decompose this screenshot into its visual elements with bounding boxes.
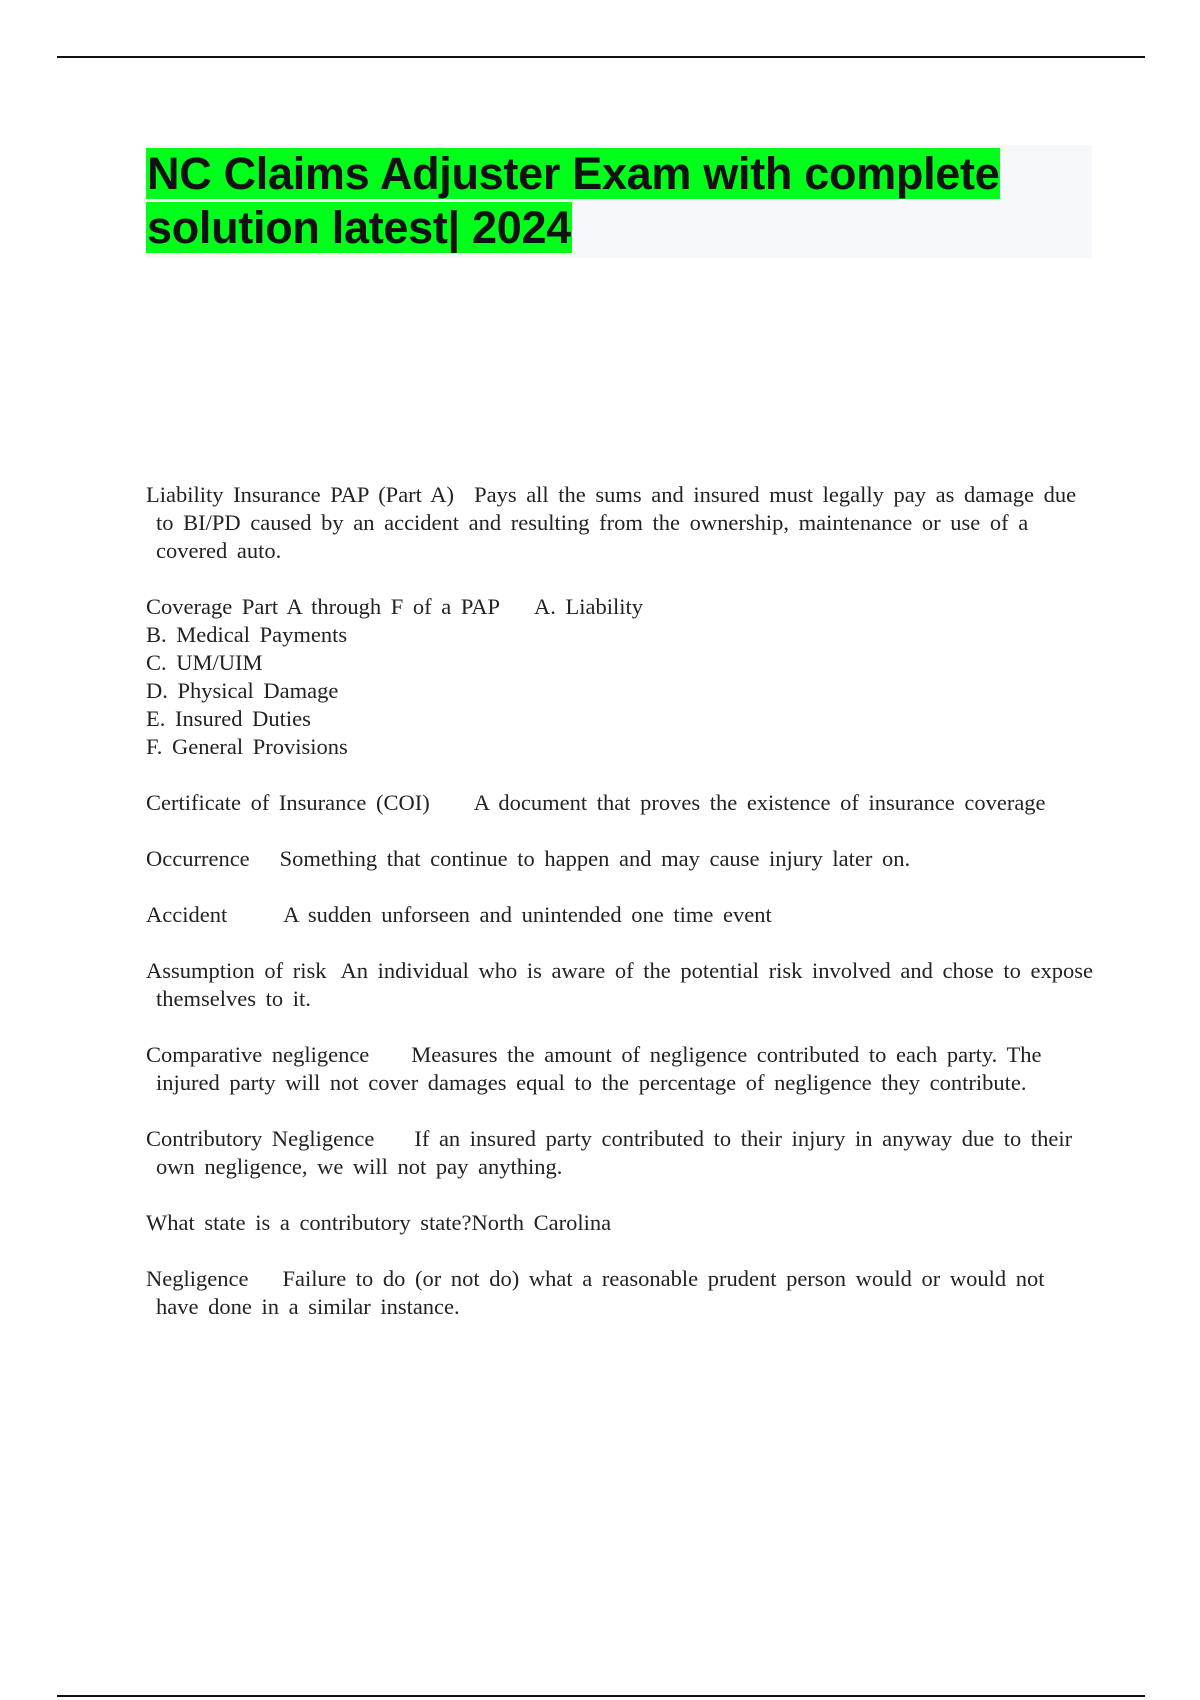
- qa-definition-line: E. Insured Duties: [146, 706, 311, 731]
- qa-definition-line: B. Medical Payments: [146, 622, 348, 647]
- qa-term: Negligence: [146, 1266, 249, 1291]
- qa-definition: A sudden unforseen and unintended one time event: [283, 902, 772, 927]
- qa-term: Liability Insurance PAP (Part A): [146, 482, 455, 507]
- qa-entry: [146, 957, 1096, 1013]
- top-rule: [57, 56, 1145, 58]
- qa-term: Occurrence: [146, 846, 250, 871]
- qa-definition-line: F. General Provisions: [146, 734, 348, 759]
- document-title: [146, 145, 1092, 255]
- qa-term: Accident: [146, 902, 228, 927]
- qa-entry: [146, 481, 1096, 565]
- qa-definition-line: C. UM/UIM: [146, 650, 263, 675]
- qa-term: Certificate of Insurance (COI): [146, 790, 430, 815]
- qa-term: Assumption of risk: [146, 958, 327, 983]
- qa-definition: A. Liability: [534, 594, 644, 619]
- qa-term: Comparative negligence: [146, 1042, 370, 1067]
- qa-definition: If an insured party contributed to their injury in anyway due to their own negligence, we will not pay anything.: [156, 1126, 1073, 1179]
- qa-entry: [146, 593, 1096, 761]
- qa-term: Contributory Negligence: [146, 1126, 375, 1151]
- qa-definition: Something that continue to happen and may cause injury later on.: [279, 846, 911, 871]
- qa-definition: Failure to do (or not do) what a reasonable prudent person would or would not have done in a similar instance.: [156, 1266, 1045, 1319]
- qa-entry: [146, 1265, 1096, 1321]
- bottom-rule: [57, 1695, 1145, 1697]
- qa-term: What state is a contributory state?: [146, 1210, 472, 1235]
- qa-definition: Measures the amount of negligence contributed to each party. The injured party will not cover damages equal to the percentage of negligence they contribute.: [156, 1042, 1042, 1095]
- qa-entry: [146, 1041, 1096, 1097]
- qa-entry: [146, 901, 1096, 929]
- qa-term: Coverage Part A through F of a PAP: [146, 594, 501, 619]
- qa-definition: Pays all the sums and insured must legally pay as damage due to BI/PD caused by an accident and resulting from the ownership, maintenance or use of a covered auto.: [156, 482, 1077, 563]
- qa-entry: [146, 1209, 1096, 1237]
- qa-definition-line: D. Physical Damage: [146, 678, 339, 703]
- qa-entry: [146, 845, 1096, 873]
- title-highlight: NC Claims Adjuster Exam with complete solution latest| 2024: [147, 148, 1000, 253]
- qa-entry: [146, 1125, 1096, 1181]
- qa-definition: A document that proves the existence of insurance coverage: [473, 790, 1046, 815]
- qa-entry: [146, 789, 1096, 817]
- title-block: [146, 145, 1092, 258]
- qa-definition: An individual who is aware of the potential risk involved and chose to expose themselves to it.: [156, 958, 1093, 1011]
- qa-definition: North Carolina: [471, 1210, 612, 1235]
- qa-list: [146, 481, 1096, 1349]
